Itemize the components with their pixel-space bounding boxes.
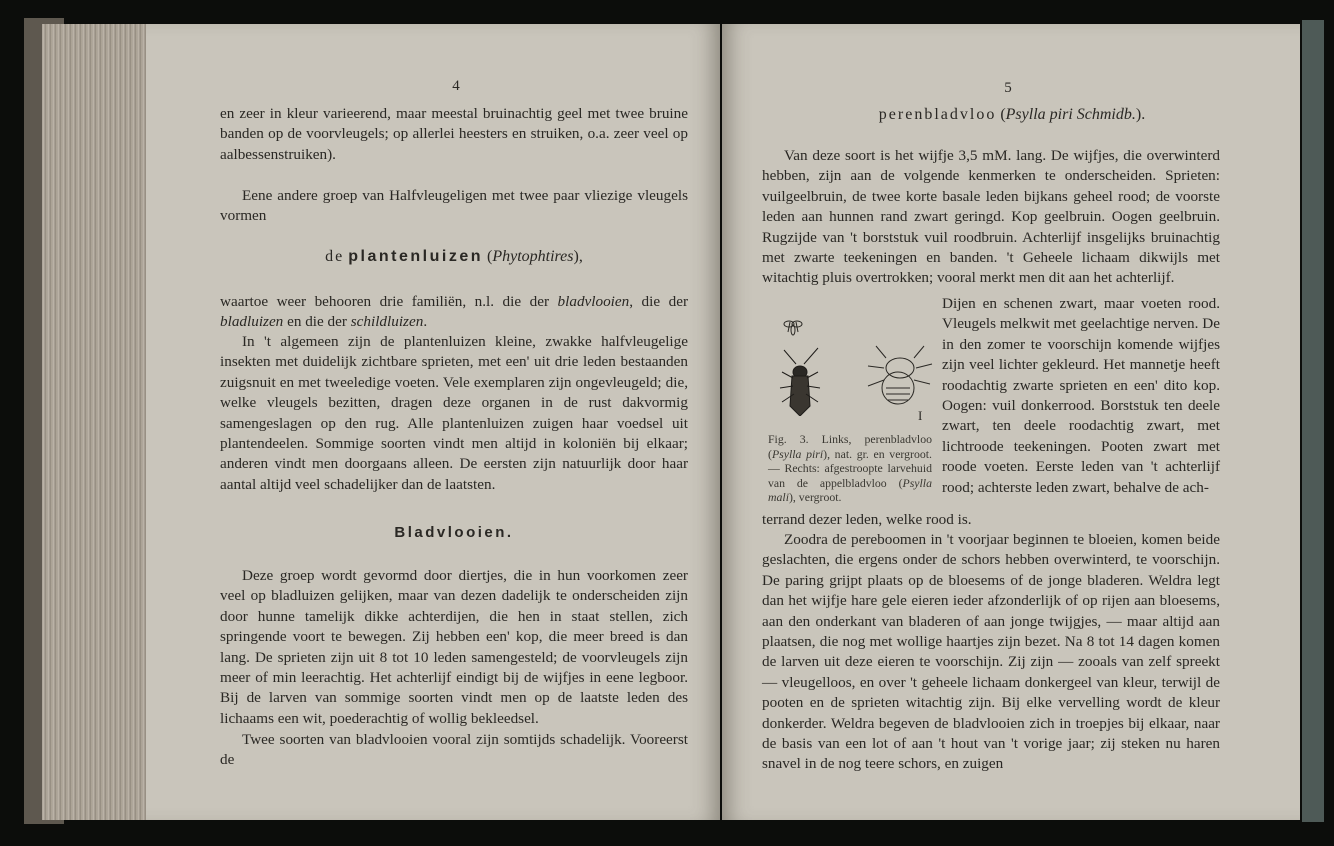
paragraph: Zoodra de pereboomen in 't voorjaar beginnen te bloeien, komen beide geslachten, die ergens onder de schors hebben overwinterd, te voorschijn. De paring grijpt plaats op de bloesems of de jonge bladeren. Weldra legt dan het wijfje hare gele eieren ieder afzonderlijk of op rijen aan bloesems, aan den onderkant van bladeren of aan jonge twijgjes, — maar altijd aan plaatsen, die nog met wollige haartjes zijn bezet. Na 8 tot 14 dagen komen de larven uit deze eieren te voorschijn. Zij zijn — zooals van zelf spreekt — vleugelloos, en over 't geheele lichaam donkergeel van kleur, terwijl de pooten en de sprieten witachtig zijn. Bij elke vervelling wordt de kleur donkerder. Weldra begeven de bladvlooien zich in troepjes bij elkaar, naar de basis van een lot of aan 't hout van 't vorige jaar; zij steken nu haren snavel in de nog teere schors, en zuigen: [762, 531, 1220, 773]
figure-marker: I: [918, 408, 923, 423]
open-book: [24, 10, 1314, 836]
heading-prefix: de: [325, 248, 345, 265]
page-number: 4: [452, 78, 460, 94]
caption-text: Fig. 3. Links, perenbladvloo (: [768, 432, 932, 461]
larva-skin-icon: [868, 346, 932, 404]
italic-term: bladluizen: [220, 313, 284, 331]
book-cover-right: [1302, 20, 1324, 822]
heading-title: plantenluizen: [348, 248, 483, 265]
heading-paren: (: [1000, 106, 1006, 123]
paragraph: [220, 292, 688, 333]
figure-insects: [768, 302, 938, 416]
section-heading: Bladvlooien.: [394, 524, 514, 541]
psylla-small-icon: [784, 321, 802, 335]
heading-latin-name: Psylla piri Schmidb.: [1005, 106, 1136, 123]
figure-caption: [768, 432, 932, 505]
text-run: waartoe weer behooren drie familiën, n.l. die der: [220, 293, 550, 310]
paragraph: Deze groep wordt gevormd door diertjes, die in hun voorkomen zeer veel op bladluizen gelijken, maar van dezen dadelijk te onderscheiden zijn door hunne tamelijk dikke achterdijen, die hen in staat stellen, zich springende voort te bewegen. Zij hebben een' kop, die meer breed is dan lang. De sprieten zijn uit 8 tot 10 leden samengesteld; de voorvleugels zijn meer of min leerachtig. Het achterlijf eindigt bij de wijfjes in eene legboor. Bij de larven van sommige soorten vindt men op de laatste leden des lichaams een wit, poederachtig of wollig bekleedsel.: [220, 567, 688, 727]
italic-term: schildluizen: [350, 313, 424, 331]
caption-italic: Psylla piri: [771, 446, 824, 461]
text-run: en die der: [287, 313, 347, 331]
heading-paren: ),: [573, 248, 583, 265]
paragraph: Van deze soort is het wijfje 3,5 mM. lang. De wijfjes, die overwinterd hebben, zijn aan de volgende kenmerken te onderscheiden. Sprieten: vuilgeelbruin, de twee korte basale leden bijkans geheel rood; de voorste leden aan hunnen rand zwart geringd. Kop geelbruin. Oogen geelbruin. Rugzijde van 't borststuk vuil roodbruin. Achterlijf insgelijks bruinachtig met zwarte teekeningen en banden. 't Geheele lichaam dikwijls met witachtig pluis overtrokken; vooral merkt men dit aan het achterlijf.: [762, 147, 1220, 287]
italic-term: bladvlooien: [557, 293, 630, 310]
heading-title: perenbladvloo: [878, 106, 997, 123]
paragraph: Eene andere groep van Halfvleugeligen met twee paar vliezige vleugels vormen: [220, 187, 688, 225]
psylla-piri-icon: [780, 348, 820, 416]
heading-paren: (: [487, 248, 493, 265]
left-page: [146, 24, 720, 820]
paragraph: en zeer in kleur varieerend, maar meestal bruinachtig geel met twee bruine banden op de voorvleugels; op allerlei heesters en struiken, o.a. zeer veel op aalbessenstruiken).: [220, 105, 688, 163]
caption-text: ), nat. gr. en vergroot. — Rechts: afgestroopte larvehuid van de appelbladvloo (: [768, 446, 932, 490]
paragraph: In 't algemeen zijn de plantenluizen kleine, zwakke halfvleugelige insekten met duidelijk zichtbare sprieten, met een' uit drie leden bestaanden zuigsnuit en met tweeledige voeten. Vele exemplaren zijn ongevleugeld; die, welke vleugels bezitten, dragen deze organen in de rust dakvormig samengeslagen op den rug. Alle plantenluizen zuigen haar voedsel uit plantendeelen. Sommige soorten vindt men altijd in koloniën bij elkaar; anderen vindt men doorgaans alleen. De eersten zijn natuurlijk door haar aantal altijd veel schadelijker dan de laatsten.: [220, 333, 688, 493]
insect-illustration: [768, 302, 938, 416]
right-page: [722, 24, 1300, 820]
heading-paren: ).: [1135, 106, 1146, 123]
section-heading: [220, 248, 688, 266]
heading-latin-name: Phytophtires: [492, 248, 574, 265]
caption-italic: Psylla mali: [768, 475, 932, 505]
section-heading: [762, 106, 1262, 124]
text-run: , die der: [629, 293, 688, 310]
caption-text: ), vergroot.: [788, 490, 842, 505]
paragraph: terrand dezer leden, welke rood is.: [762, 511, 972, 528]
page-number: 5: [1004, 80, 1012, 96]
paragraph: Twee soorten van bladvlooien vooral zijn somtijds schadelijk. Vooreerst de: [220, 731, 688, 769]
text-run: .: [423, 313, 428, 331]
paragraph: Dijen en schenen zwart, maar voeten rood. Vleugels melkwit met geelachtige nerven. De in den zomer te voorschijn komende wijfjes zijn veel lichter gekleurd. Het mannetje heeft roodachtig zwarte sprieten en een' dito kop. Oogen: vuil donkerrood. Borststuk ten deele zwart, ten deele roodachtig zwart, met lichtroode teekeningen. Pooten zwart met roode voeten. Eerste leden van 't achterlijf rood; achterste leden zwart, behalve de ach-: [942, 295, 1220, 496]
